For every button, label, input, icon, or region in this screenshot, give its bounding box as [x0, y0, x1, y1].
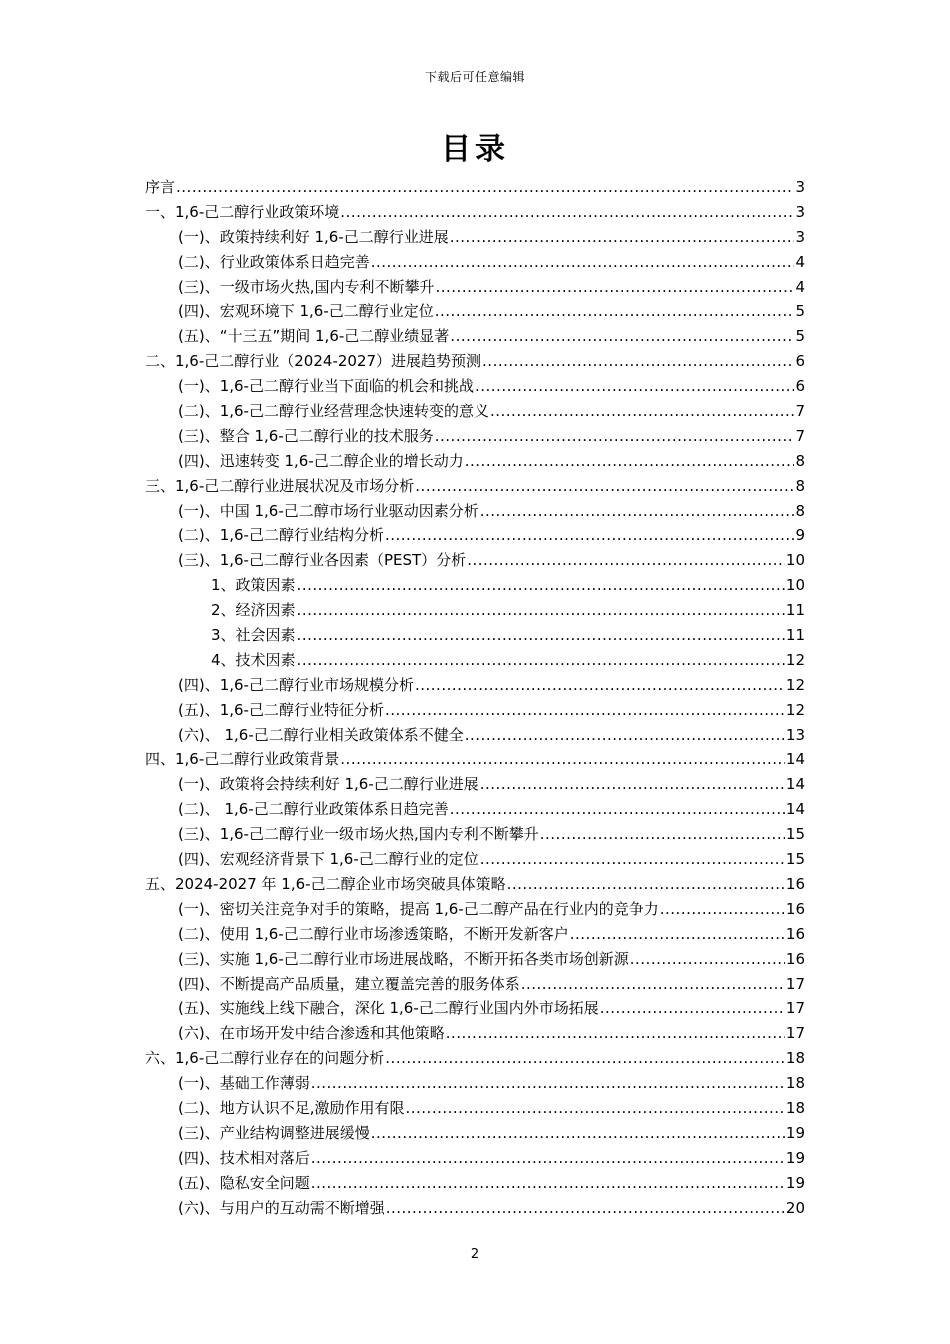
toc-entry[interactable] [145, 747, 805, 772]
toc-entry-text: (四)、宏观环境下 1,6-己二醇行业定位 [178, 302, 434, 321]
toc-entry-page: 7 [795, 426, 805, 445]
toc-entry-text: (一)、1,6-己二醇行业当下面临的机会和挑战 [178, 377, 474, 396]
toc-entry[interactable] [145, 897, 805, 922]
toc-entry[interactable] [145, 548, 805, 573]
dot-leader [521, 972, 785, 997]
toc-entry-page: 8 [795, 451, 805, 470]
dot-leader [385, 698, 785, 723]
toc-entry-page: 13 [785, 725, 805, 744]
toc-entry-page: 12 [785, 675, 805, 694]
toc-entry-text: (五)、隐私安全问题 [178, 1173, 310, 1192]
toc-entry[interactable] [145, 1121, 805, 1146]
toc-entry-page: 18 [785, 1049, 805, 1068]
toc-entry-text: 五、2024-2027 年 1,6-己二醇企业市场突破具体策略 [145, 874, 506, 893]
toc-entry-page: 19 [785, 1123, 805, 1142]
dot-leader [386, 1196, 785, 1221]
dot-leader [311, 1146, 785, 1171]
dot-leader [480, 847, 785, 872]
toc-entry[interactable] [145, 598, 805, 623]
dot-leader [450, 324, 794, 349]
dot-leader [475, 374, 794, 399]
toc-entry[interactable] [145, 349, 805, 374]
dot-leader [405, 1096, 784, 1121]
toc-entry[interactable] [145, 847, 805, 872]
toc-entry-text: (一)、密切关注竞争对手的策略，提高 1,6-己二醇产品在行业内的竞争力 [178, 899, 659, 918]
toc-entry[interactable] [145, 1071, 805, 1096]
toc-entry-text: (六)、在市场开发中结合渗透和其他策略 [178, 1024, 445, 1043]
toc-entry-text: (三)、一级市场火热,国内专利不断攀升 [178, 277, 435, 296]
toc-entry-text: 序言 [145, 178, 176, 196]
toc-entry-page: 11 [785, 626, 805, 645]
toc-entry-text: (二)、行业政策体系日趋完善 [178, 252, 370, 271]
toc-entry-text: (二)、 1,6-己二醇行业政策体系日趋完善 [178, 800, 449, 819]
toc-entry-text: (二)、1,6-己二醇行业经营理念快速转变的意义 [178, 402, 489, 421]
toc-entry-page: 16 [785, 899, 805, 918]
toc-entry-page: 10 [785, 551, 805, 570]
dot-leader [415, 474, 794, 499]
dot-leader [385, 523, 794, 548]
dot-leader [490, 399, 794, 424]
toc-entry-text: (一)、政策持续利好 1,6-己二醇行业进展 [178, 227, 449, 246]
toc-entry-page: 18 [785, 1074, 805, 1093]
dot-leader [435, 299, 795, 324]
toc-entry-page: 20 [785, 1198, 805, 1217]
toc-entry[interactable] [145, 698, 805, 723]
toc-entry-text: 3、社会因素 [211, 626, 296, 645]
toc-entry-text: 2、经济因素 [211, 601, 296, 620]
toc-entry[interactable] [145, 225, 805, 250]
toc-entry-text: 六、1,6-己二醇行业存在的问题分析 [145, 1049, 385, 1068]
toc-entry-text: (六)、与用户的互动需不断增强 [178, 1198, 385, 1217]
toc-entry-text: (一)、基础工作薄弱 [178, 1074, 310, 1093]
dot-leader [450, 225, 795, 250]
toc-entry-page: 10 [785, 576, 805, 595]
toc-entry-page: 3 [795, 227, 805, 246]
toc-entry-page: 17 [785, 999, 805, 1018]
dot-leader [540, 822, 785, 847]
toc-entry-page: 9 [795, 526, 805, 545]
toc-entry-page: 18 [785, 1098, 805, 1117]
toc-entry[interactable] [145, 996, 805, 1021]
toc-entry-page: 17 [785, 974, 805, 993]
dot-leader [297, 623, 785, 648]
toc-entry-page: 12 [785, 700, 805, 719]
toc-entry[interactable] [145, 399, 805, 424]
dot-leader [600, 996, 785, 1021]
toc-entry[interactable] [145, 1196, 805, 1221]
dot-leader [297, 598, 785, 623]
toc-entry-text: (三)、1,6-己二醇行业一级市场火热,国内专利不断攀升 [178, 825, 539, 844]
toc-entry[interactable] [145, 1046, 805, 1071]
toc-entry-text: (二)、地方认识不足,激励作用有限 [178, 1098, 405, 1117]
toc-entry[interactable] [145, 474, 805, 499]
toc-entry-text: 一、1,6-己二醇行业政策环境 [145, 202, 340, 221]
toc-entry-page: 3 [795, 178, 805, 196]
toc-entry[interactable] [145, 499, 805, 524]
toc-entry-text: 二、1,6-己二醇行业（2024-2027）进展趋势预测 [145, 352, 482, 371]
dot-leader [371, 250, 795, 275]
toc-title: 目录 [441, 132, 509, 167]
toc-entry-page: 15 [785, 825, 805, 844]
toc-entry[interactable] [145, 200, 805, 225]
toc-entry-text: (四)、1,6-己二醇行业市场规模分析 [178, 675, 414, 694]
page-number: 2 [470, 1247, 480, 1262]
toc-entry[interactable] [145, 424, 805, 449]
toc-entry-page: 4 [795, 277, 805, 296]
toc-entry[interactable] [145, 772, 805, 797]
toc-entry[interactable] [145, 275, 805, 300]
toc-entry-page: 16 [785, 949, 805, 968]
toc-entry-page: 14 [785, 775, 805, 794]
toc-entry[interactable] [145, 797, 805, 822]
toc-entry-text: (三)、产业结构调整进展缓慢 [178, 1123, 370, 1142]
toc-entry[interactable] [145, 175, 805, 200]
dot-leader [340, 200, 794, 225]
toc-entry-text: (一)、政策将会持续利好 1,6-己二醇行业进展 [178, 775, 479, 794]
toc-entry[interactable] [145, 449, 805, 474]
toc-entry-text: (二)、使用 1,6-己二醇行业市场渗透策略，不断开发新客户 [178, 924, 569, 943]
table-of-contents [145, 175, 805, 1220]
toc-entry-text: (五)、“十三五”期间 1,6-己二醇业绩显著 [178, 327, 450, 346]
dot-leader [465, 449, 795, 474]
dot-leader [446, 1021, 785, 1046]
dot-leader [311, 1071, 785, 1096]
toc-entry[interactable] [145, 673, 805, 698]
toc-entry[interactable] [145, 1021, 805, 1046]
dot-leader [630, 947, 785, 972]
toc-entry-page: 14 [785, 750, 805, 769]
toc-entry-text: (一)、中国 1,6-己二醇市场行业驱动因素分析 [178, 501, 479, 520]
dot-leader [385, 1046, 785, 1071]
dot-leader [297, 648, 785, 673]
dot-leader [480, 499, 795, 524]
toc-entry-text: (二)、1,6-己二醇行业结构分析 [178, 526, 384, 545]
toc-entry-text: (四)、技术相对落后 [178, 1148, 310, 1167]
toc-entry[interactable] [145, 872, 805, 897]
toc-entry[interactable] [145, 250, 805, 275]
dot-leader [297, 573, 785, 598]
toc-entry-page: 8 [795, 501, 805, 520]
toc-entry-page: 11 [785, 601, 805, 620]
toc-entry-text: (四)、迅速转变 1,6-己二醇企业的增长动力 [178, 451, 464, 470]
toc-entry[interactable] [145, 1096, 805, 1121]
dot-leader [340, 747, 785, 772]
toc-entry-page: 15 [785, 850, 805, 869]
toc-entry[interactable] [145, 1171, 805, 1196]
dot-leader [480, 772, 785, 797]
toc-entry[interactable] [145, 648, 805, 673]
toc-entry[interactable] [145, 374, 805, 399]
toc-entry-page: 6 [795, 352, 805, 371]
toc-entry-text: 四、1,6-己二醇行业政策背景 [145, 750, 340, 769]
toc-entry-text: 1、政策因素 [211, 576, 296, 595]
toc-entry-page: 5 [795, 302, 805, 321]
toc-entry-text: 4、技术因素 [211, 650, 296, 669]
dot-leader [450, 797, 785, 822]
toc-entry-page: 5 [795, 327, 805, 346]
toc-entry[interactable] [145, 299, 805, 324]
toc-entry-page: 14 [785, 800, 805, 819]
toc-entry[interactable] [145, 573, 805, 598]
toc-entry-page: 19 [785, 1173, 805, 1192]
dot-leader [482, 349, 794, 374]
dot-leader [435, 275, 794, 300]
toc-entry[interactable] [145, 723, 805, 748]
toc-entry-text: (三)、整合 1,6-己二醇行业的技术服务 [178, 426, 434, 445]
dot-leader [507, 872, 785, 897]
toc-entry-text: (五)、实施线上线下融合，深化 1,6-己二醇行业国内外市场拓展 [178, 999, 599, 1018]
toc-entry-page: 19 [785, 1148, 805, 1167]
toc-entry[interactable] [145, 324, 805, 349]
toc-entry[interactable] [145, 947, 805, 972]
dot-leader [465, 723, 785, 748]
dot-leader [467, 548, 785, 573]
toc-entry[interactable] [145, 922, 805, 947]
toc-entry-text: (三)、1,6-己二醇行业各因素（PEST）分析 [178, 551, 467, 570]
header-note: 下载后可任意编辑 [424, 70, 525, 84]
dot-leader [660, 897, 785, 922]
dot-leader [570, 922, 785, 947]
toc-entry-page: 16 [785, 874, 805, 893]
dot-leader [371, 1121, 785, 1146]
toc-entry-text: (六)、 1,6-己二醇行业相关政策体系不健全 [178, 725, 464, 744]
toc-entry-page: 12 [785, 650, 805, 669]
toc-entry-page: 6 [795, 377, 805, 396]
dot-leader [435, 424, 795, 449]
toc-entry[interactable] [145, 822, 805, 847]
toc-entry-page: 7 [795, 402, 805, 421]
toc-entry-page: 8 [795, 476, 805, 495]
toc-entry-page: 3 [795, 202, 805, 221]
toc-entry[interactable] [145, 623, 805, 648]
toc-entry[interactable] [145, 1146, 805, 1171]
dot-leader [311, 1171, 785, 1196]
toc-entry-text: 三、1,6-己二醇行业进展状况及市场分析 [145, 476, 415, 495]
toc-entry-text: (五)、1,6-己二醇行业特征分析 [178, 700, 384, 719]
toc-entry[interactable] [145, 523, 805, 548]
toc-entry-page: 16 [785, 924, 805, 943]
dot-leader [176, 175, 794, 200]
dot-leader [415, 673, 785, 698]
toc-entry-page: 4 [795, 252, 805, 271]
toc-entry-page: 17 [785, 1024, 805, 1043]
toc-entry-text: (三)、实施 1,6-己二醇行业市场进展战略，不断开拓各类市场创新源 [178, 949, 629, 968]
toc-entry-text: (四)、不断提高产品质量，建立覆盖完善的服务体系 [178, 974, 520, 993]
toc-entry[interactable] [145, 972, 805, 997]
toc-entry-text: (四)、宏观经济背景下 1,6-己二醇行业的定位 [178, 850, 479, 869]
